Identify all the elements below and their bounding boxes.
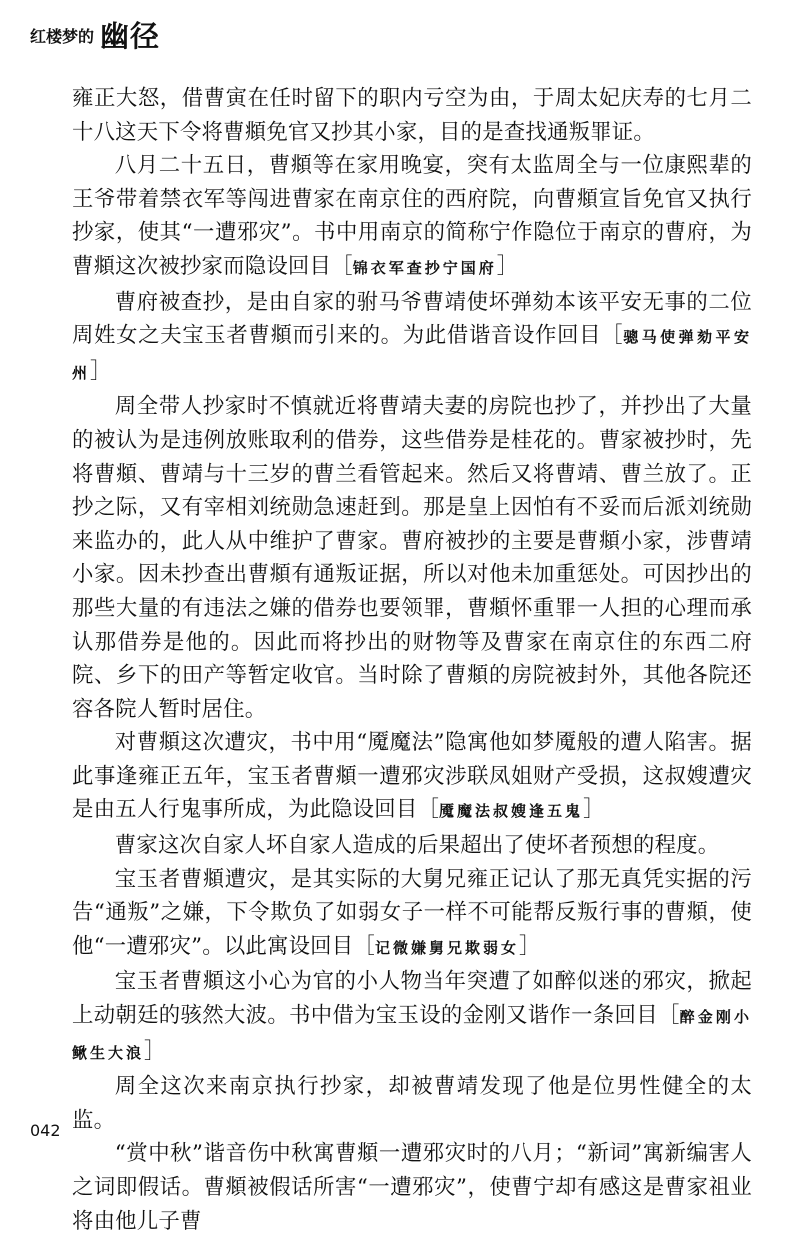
paragraph-text: 雍正大怒，借曹寅在任时留下的职内亏空为由，于周太妃庆寿的七月二十八这天下令将曹頫免官又抄其小家，目的是查找通叛罪证。 (72, 86, 752, 145)
paragraph (72, 82, 752, 149)
book-title-accent: 幽径 (100, 19, 161, 53)
paragraph-text: “赏中秋”谐音伤中秋寓曹頫一遭邪灾时的八月；“新词”寓新编害人之词即假话。曹頫被假话所害“一遭邪灾”，使曹宁却有感这是曹家祖业将由他儿子曹 (72, 1141, 752, 1234)
paragraph (72, 286, 752, 391)
book-title: 红楼梦的 (30, 27, 95, 46)
chapter-title-reference: 魇魔法叔嫂逢五鬼 (439, 802, 584, 821)
paragraph-text: 八月二十五日，曹頫等在家用晚宴，突有太监周全与一位康熙辈的王爷带着禁衣军等闯进曹家在南京住的西府院，向曹頫宣旨免官又执行抄家，使其“一遭邪灾”。书中用南京的简称宁作隐位于南京的曹府，为曹頫这次被抄家而隐设回目［ (72, 153, 752, 279)
paragraph-text: 宝玉者曹頫这小心为官的小人物当年突遭了如醉似迷的邪灾，掀起上动朝廷的骇然大波。书中借为宝玉设的金刚又谐作一条回目［ (72, 969, 752, 1029)
paragraph (72, 829, 752, 863)
paragraph (72, 1137, 752, 1238)
paragraph (72, 726, 752, 829)
paragraph-text: 宝玉者曹頫遭灾，是其实际的大舅兄雍正记认了那无真凭实据的污告“通叛”之嫌，下令欺负了如弱女子一样不可能帮反叛行事的曹頫，使他“一遭邪灾”。以此寓设回目［ (72, 866, 752, 959)
chapter-title-reference: 锦衣军查抄宁国府 (352, 258, 497, 277)
body-text (72, 82, 752, 1238)
paragraph-text: 周全带人抄家时不慎就近将曹靖夫妻的房院也抄了，并抄出了大量的被认为是违例放账取利的借券，这些借券是桂花的。曹家被抄时，先将曹頫、曹靖与十三岁的曹兰看管起来。然后又将曹靖、曹兰放了。正抄之际，又有宰相刘统勋急速赶到。那是皇上因怕有不妥而后派刘统勋来监办的，此人从中维护了曹家。曹府被抄的主要是曹頫小家，涉曹靖小家。因未抄查出曹頫有通叛证据，所以对他未加重惩处。可因抄出的那些大量的有违法之嫌的借券也要领罪，曹頫怀重罪一人担的心理而承认那借券是他的。因此而将抄出的财物等及曹家在南京住的东西二府院、乡下的田产等暂定收官。当时除了曹頫的房院被封外，其他各院还容各院人暂时居住。 (72, 394, 752, 722)
bracket-close: ］ (496, 253, 519, 279)
paragraph-text: 周全这次来南京执行抄家，却被曹靖发现了他是位男性健全的太监。 (72, 1074, 752, 1133)
bracket-close: ］ (583, 797, 605, 823)
bracket-close: ］ (144, 1038, 166, 1064)
paragraph (72, 149, 752, 285)
chapter-title-reference: 骢马使弹劾平安州 (72, 328, 752, 382)
paragraph-text: 对曹頫这次遭灾，书中用“魇魔法”隐寓他如梦魇般的遭人陷害。据此事逢雍正五年，宝玉者曹頫一遭邪灾涉联凤姐财产受损，这叔嫂遭灾是由五人行鬼事所成，为此隐设回目［ (72, 730, 752, 823)
paragraph-text: 曹家这次自家人坏自家人造成的后果超出了使坏者预想的程度。 (114, 833, 720, 859)
bracket-close: ］ (90, 358, 112, 384)
paragraph (72, 390, 752, 726)
chapter-title-reference: 记微嫌舅兄欺弱女 (374, 938, 519, 957)
page-header (0, 0, 800, 60)
paragraph (72, 863, 752, 966)
paragraph (72, 965, 752, 1070)
bracket-close: ］ (518, 933, 541, 959)
page-number: 042 (30, 1121, 61, 1140)
paragraph-text: 曹府被查抄，是由自家的驸马爷曹靖使坏弹劾本该平安无事的二位周姓女之夫宝玉者曹頫而引来的。为此借谐音设作回目［ (72, 289, 752, 349)
chapter-title-reference: 醉金刚小鳅生大浪 (72, 1008, 752, 1062)
paragraph (72, 1070, 752, 1137)
